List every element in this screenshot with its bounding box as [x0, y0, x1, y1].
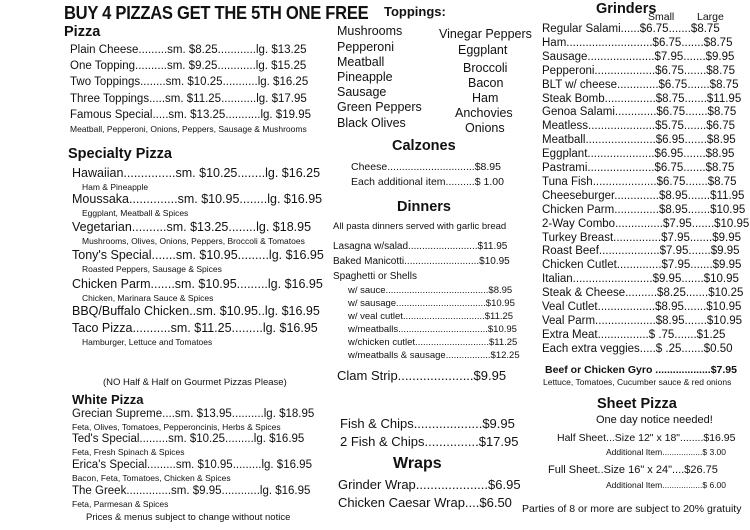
- price-notice: Prices & menus subject to change without notice: [86, 512, 291, 523]
- white-desc: Feta, Parmesan & Spices: [72, 499, 169, 509]
- grinder-line: Genoa Salami.............$6.75.......$8.75: [542, 106, 737, 119]
- dinner-line: Baked Manicotti...........................$10.95: [333, 256, 510, 267]
- topping-item: Pineapple: [337, 70, 393, 84]
- white-desc: Feta, Olives, Tomatoes, Pepperoncinis, Herbs & Spices: [72, 422, 281, 432]
- sheet-notice: One day notice needed!: [596, 414, 713, 426]
- grinder-line: Turkey Breast...............$7.95.......$9.95: [542, 231, 741, 244]
- small-header: Small: [648, 11, 675, 23]
- grinder-line: Chicken Cutlet..............$7.95.......$9.95: [542, 259, 742, 272]
- pizza-line: Three Toppings.....sm. $11.25...........lg. $17.95: [70, 93, 307, 105]
- pizza-title: Pizza: [64, 24, 101, 40]
- fish-chips-line: 2 Fish & Chips...............$17.95: [340, 434, 519, 449]
- grinder-line: Extra Meat................$ .75.......$1.25: [542, 328, 726, 341]
- grinder-line: Cheeseburger..............$8.95.......$11.95: [542, 189, 745, 202]
- dinner-line: w/ sausage..................................$10.95: [348, 298, 515, 309]
- white-title: White Pizza: [72, 392, 144, 407]
- grinder-line: Meatball......................$6.95.......$8.95: [542, 134, 736, 147]
- white-desc: Feta, Fresh Spinach & Spices: [72, 447, 185, 457]
- dinners-title: Dinners: [397, 199, 451, 215]
- topping-item: Onions: [465, 121, 505, 135]
- promo-banner: BUY 4 PIZZAS GET THE 5TH ONE FREE: [64, 3, 369, 23]
- calzone-line: Each additional item..........$ 1.00: [351, 176, 504, 188]
- white-desc: Bacon, Feta, Tomatoes, Chicken & Spices: [72, 473, 231, 483]
- toppings-title: Toppings:: [384, 4, 446, 19]
- fish-chips-line: Fish & Chips...................$9.95: [340, 416, 515, 431]
- pizza-line: One Topping..........sm. $9.25............lg. $15.25: [70, 60, 307, 72]
- grinder-line: Sausage.....................$7.95.......$9.95: [542, 50, 735, 63]
- full-sheet-add: Additional Item.................$ 6.00: [606, 480, 727, 490]
- no-half-note: (NO Half & Half on Gourmet Pizzas Please): [103, 377, 287, 388]
- topping-item: Bacon: [468, 76, 504, 90]
- calzone-line: Cheese..............................$8.95: [351, 161, 501, 173]
- half-sheet-line: Half Sheet...Size 12" x 18"........$16.95: [557, 432, 736, 444]
- grinder-line: Pepperoni...................$6.75.......$8.75: [542, 64, 736, 77]
- topping-item: Vinegar Peppers: [439, 27, 532, 41]
- wrap-line: Grinder Wrap....................$6.95: [338, 477, 521, 492]
- grinder-line: Meatless.....................$5.75.......$6.75: [542, 120, 736, 133]
- gratuity-note: Parties of 8 or more are subject to 20% gratuity: [522, 503, 742, 515]
- specialty-line: Chicken Parm.......sm. $10.95.........lg. $16.95: [72, 277, 323, 291]
- grinder-line: Tuna Fish....................$6.75.......$8.75: [542, 175, 737, 188]
- gyro-desc: Lettuce, Tomatoes, Cucumber sauce & red onions: [543, 377, 732, 387]
- white-line: Grecian Supreme....sm. $13.95..........lg. $18.95: [72, 408, 315, 420]
- large-header: Large: [697, 11, 724, 23]
- pizza-line: Plain Cheese.........sm. $8.25............lg. $13.25: [70, 44, 307, 56]
- specialty-line: Taco Pizza...........sm. $11.25.........lg. $16.95: [72, 321, 318, 335]
- grinder-line: Italian.........................$9.95.......$10.95: [542, 273, 739, 286]
- specialty-line: Tony's Special.......sm. $10.95.........lg. $16.95: [72, 248, 324, 262]
- topping-item: Green Peppers: [337, 100, 422, 114]
- grinder-line: Chicken Parm..............$8.95.......$10.95: [542, 203, 746, 216]
- grinder-line: Ham...........................$6.75.......$8.75: [542, 36, 733, 49]
- half-sheet-add: Additional Item.................$ 3.00: [606, 447, 727, 457]
- grinder-line: Steak & Cheese..........$8.25.......$10.25: [542, 287, 744, 300]
- grinder-line: Each extra veggies.....$ .25.......$0.50: [542, 342, 733, 355]
- full-sheet-line: Full Sheet..Size 16" x 24"....$26.75: [548, 464, 718, 476]
- topping-item: Sausage: [337, 85, 387, 99]
- topping-item: Ham: [472, 91, 499, 105]
- specialty-desc: Chicken, Marinara Sauce & Spices: [82, 293, 214, 303]
- topping-item: Meatball: [337, 55, 385, 69]
- pizza-desc: Meatball, Pepperoni, Onions, Peppers, Sausage & Mushrooms: [70, 124, 307, 134]
- dinner-line: Lasagna w/salad.........................$11.95: [333, 241, 508, 252]
- grinder-line: Regular Salami......$6.75.......$8.75: [542, 23, 720, 35]
- dinner-line: w/meatballs..................................$10.95: [348, 324, 517, 335]
- dinner-line: w/meatballs & sausage.................$12.25: [348, 350, 520, 361]
- topping-item: Mushrooms: [337, 24, 403, 38]
- grinder-line: Roast Beef...................$7.95.......$9.95: [542, 245, 740, 258]
- clam-strip-line: Clam Strip.....................$9.95: [337, 368, 507, 383]
- specialty-line: Hawaiian...............sm. $10.25........lg. $16.25: [72, 166, 321, 180]
- grinder-line: Eggplant.....................$6.95.......$8.95: [542, 148, 735, 161]
- specialty-desc: Eggplant, Meatball & Spices: [82, 208, 189, 218]
- topping-item: Pepperoni: [337, 40, 394, 54]
- topping-item: Broccoli: [463, 61, 508, 75]
- grinders-title: Grinders: [596, 1, 657, 17]
- specialty-desc: Mushrooms, Olives, Onions, Peppers, Broccoli & Tomatoes: [82, 236, 305, 246]
- dinner-line: w/chicken cutlet............................$11.25: [348, 337, 518, 348]
- wraps-title: Wraps: [393, 455, 442, 472]
- specialty-line: Vegetarian..........sm. $13.25........lg. $18.95: [72, 220, 312, 234]
- pizza-line: Two Toppings........sm. $10.25...........lg. $16.25: [70, 76, 309, 88]
- specialty-desc: Ham & Pineapple: [82, 182, 149, 192]
- specialty-line: BBQ/Buffalo Chicken..sm. $10.95..lg. $16.95: [72, 304, 320, 318]
- specialty-title: Specialty Pizza: [68, 146, 172, 162]
- grinder-line: 2-Way Combo...............$7.95.......$10.95: [542, 217, 750, 230]
- grinder-line: Veal Parm...................$8.95.......$10.95: [542, 314, 743, 327]
- dinner-line: w/ sauce.......................................$8.95: [348, 285, 513, 296]
- grinder-line: Veal Cutlet..................$8.95.......$10.95: [542, 301, 742, 313]
- grinder-line: BLT w/ cheese.............$6.75.......$8.75: [542, 78, 739, 91]
- pizza-line: Famous Special.....sm. $13.25...........lg. $19.95: [70, 109, 311, 121]
- wrap-line: Chicken Caesar Wrap....$6.50: [338, 495, 512, 510]
- grinder-line: Pastrami.....................$6.75.......$8.75: [542, 162, 735, 174]
- calzones-title: Calzones: [392, 138, 456, 154]
- specialty-desc: Hamburger, Lettuce and Tomatoes: [82, 337, 213, 347]
- topping-item: Eggplant: [458, 43, 508, 57]
- dinner-line: Spaghetti or Shells: [333, 271, 417, 282]
- specialty-line: Moussaka..............sm. $10.95........lg. $16.95: [72, 192, 323, 206]
- specialty-desc: Roasted Peppers, Sausage & Spices: [82, 264, 222, 274]
- topping-item: Black Olives: [337, 116, 406, 130]
- sheet-title: Sheet Pizza: [597, 396, 677, 412]
- gyro-line: Beef or Chicken Gyro ...................$7.95: [545, 364, 737, 376]
- grinder-line: Steak Bomb................$8.75.......$11.95: [542, 92, 742, 105]
- white-line: The Greek..............sm. $9.95............lg. $16.95: [72, 485, 311, 497]
- white-line: Ted's Special.........sm. $10.25.........lg. $16.95: [72, 433, 305, 445]
- white-line: Erica's Special.........sm. $10.95.........lg. $16.95: [72, 459, 312, 471]
- dinner-line: w/ veal cutlet...............................$11.25: [348, 311, 514, 322]
- topping-item: Anchovies: [455, 106, 513, 120]
- dinners-note: All pasta dinners served with garlic bread: [333, 221, 507, 232]
